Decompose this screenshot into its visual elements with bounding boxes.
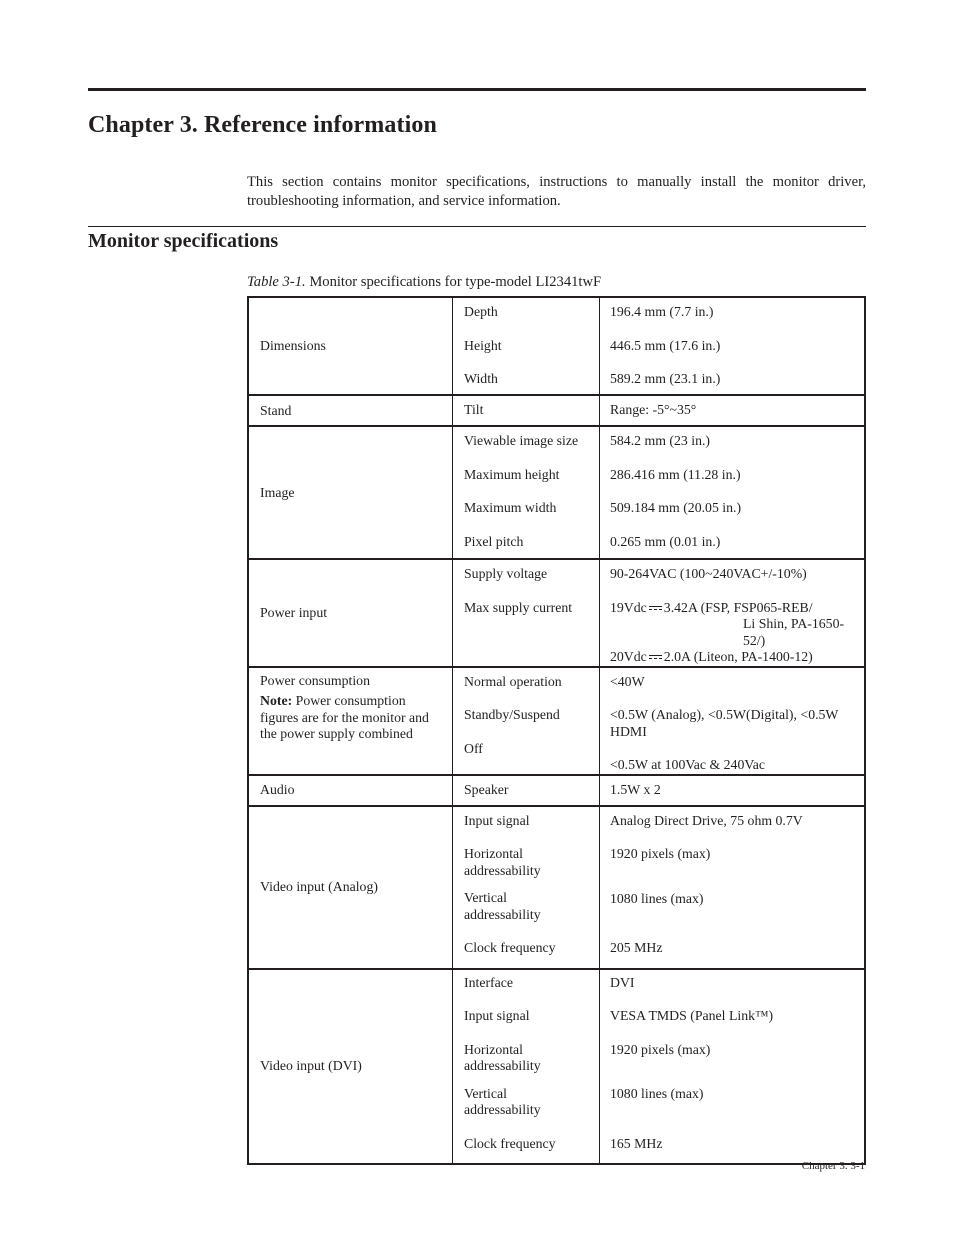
- row-category: Power input: [248, 559, 453, 667]
- value-text: 90-264VAC (100~240VAC+/-10%): [610, 566, 807, 581]
- param-cell: [453, 559, 600, 667]
- value-text: 19Vdc: [610, 599, 647, 615]
- value-text: 0.265 mm (0.01 in.): [610, 533, 721, 549]
- value-text: 584.2 mm (23 in.): [610, 433, 711, 448]
- param-cell: [453, 395, 600, 426]
- param-label: addressability: [464, 906, 541, 922]
- value-text: [610, 649, 864, 666]
- value-text: 20Vdc: [610, 649, 647, 664]
- section-rule: [88, 226, 866, 227]
- param-cell: [453, 667, 600, 775]
- spec-table: [247, 296, 866, 1165]
- value-text: 1.5W x 2: [610, 781, 661, 797]
- param-label: Vertical: [464, 890, 507, 905]
- value-text: 1080 lines (max): [610, 890, 704, 906]
- row-category-label: Power consumption: [260, 672, 370, 688]
- param-label: Horizontal: [464, 1041, 524, 1057]
- param-label: Height: [464, 337, 502, 353]
- note-text: [260, 693, 442, 743]
- table-row: [248, 395, 865, 426]
- value-text: 1920 pixels (max): [610, 1041, 711, 1057]
- value-cell: [600, 426, 866, 559]
- param-label: Supply voltage: [464, 566, 548, 581]
- table-row: [248, 426, 865, 559]
- value-text: Range: -5°~35°: [610, 402, 697, 418]
- dc-symbol-icon: [649, 654, 662, 661]
- param-label: Tilt: [464, 402, 484, 418]
- table-row: [248, 297, 865, 395]
- param-label: Pixel pitch: [464, 533, 524, 549]
- row-category: Stand: [248, 395, 453, 426]
- table-row: [248, 775, 865, 806]
- param-label: Clock frequency: [464, 940, 556, 955]
- chapter-title: Chapter 3. Reference information: [88, 112, 437, 138]
- value-text: Li Shin, PA-1650-52/): [743, 616, 845, 648]
- value-text: 286.416 mm (11.28 in.): [610, 466, 741, 482]
- value-cell: [600, 775, 866, 806]
- value-text: <40W: [610, 673, 645, 689]
- intro-paragraph: This section contains monitor specifications, instructions to manually install the monitor driver, troubleshooting information, and service information.: [247, 174, 866, 209]
- param-label: Input signal: [464, 1008, 530, 1023]
- value-text: 589.2 mm (23.1 in.): [610, 371, 721, 386]
- value-text: 1080 lines (max): [610, 1086, 704, 1101]
- value-cell: [600, 297, 866, 395]
- value-text: DVI: [610, 974, 635, 990]
- value-text: 165 MHz: [610, 1135, 663, 1151]
- value-text: 2.0A (Liteon, PA-1400-12): [663, 649, 813, 664]
- param-label: Clock frequency: [464, 1135, 556, 1151]
- value-text: [610, 600, 864, 617]
- value-text: 205 MHz: [610, 940, 663, 955]
- param-label: Normal operation: [464, 673, 562, 689]
- param-cell: [453, 426, 600, 559]
- table-row: [248, 969, 865, 1164]
- value-cell: [600, 806, 866, 969]
- value-text: VESA TMDS (Panel Link™): [610, 1008, 774, 1023]
- param-cell: [453, 775, 600, 806]
- value-cell: [600, 969, 866, 1164]
- param-cell: [453, 969, 600, 1164]
- param-label: Viewable image size: [464, 433, 579, 448]
- param-label: Depth: [464, 304, 498, 319]
- value-text: 3.42A (FSP, FSP065-REB/: [663, 599, 813, 615]
- param-label: Speaker: [464, 781, 509, 797]
- note-label: Note:: [260, 693, 293, 708]
- value-text: <0.5W (Analog), <0.5W(Digital), <0.5W HDMI: [610, 707, 839, 739]
- section-title: Monitor specifications: [88, 230, 279, 252]
- value-text: 196.4 mm (7.7 in.): [610, 304, 714, 319]
- param-label: addressability: [464, 1102, 541, 1117]
- row-category: Image: [248, 426, 453, 559]
- param-label: Input signal: [464, 812, 530, 828]
- table-row: [248, 559, 865, 667]
- value-text: Analog Direct Drive, 75 ohm 0.7V: [610, 812, 803, 828]
- table-caption-text: Monitor specifications for type-model LI2341twF: [309, 274, 602, 290]
- param-label: addressability: [464, 1058, 541, 1073]
- value-text: 1920 pixels (max): [610, 846, 711, 861]
- value-cell: [600, 559, 866, 667]
- row-category: [248, 667, 453, 775]
- param-cell: [453, 806, 600, 969]
- param-label: Maximum width: [464, 500, 557, 515]
- param-cell: [453, 297, 600, 395]
- dc-symbol-icon: [649, 605, 662, 612]
- param-label: Horizontal: [464, 846, 524, 861]
- value-text: <0.5W at 100Vac & 240Vac: [610, 757, 766, 772]
- param-label: Off: [464, 740, 483, 756]
- value-cell: [600, 667, 866, 775]
- row-category: Video input (DVI): [248, 969, 453, 1164]
- param-label: Vertical: [464, 1085, 507, 1101]
- table-caption: [247, 274, 601, 291]
- value-cell: [600, 395, 866, 426]
- page-footer: Chapter 3. 3-1: [801, 1160, 865, 1172]
- param-label: Standby/Suspend: [464, 707, 560, 722]
- param-label: Interface: [464, 974, 514, 990]
- row-category: Video input (Analog): [248, 806, 453, 969]
- row-category: Audio: [248, 775, 453, 806]
- top-rule: [88, 88, 866, 91]
- table-caption-label: Table 3-1.: [247, 274, 306, 290]
- param-label: addressability: [464, 862, 541, 878]
- table-row: [248, 806, 865, 969]
- param-label: Max supply current: [464, 599, 573, 615]
- param-label: Maximum height: [464, 466, 560, 482]
- table-row: [248, 667, 865, 775]
- value-text: 446.5 mm (17.6 in.): [610, 337, 721, 353]
- note-body: Power consumption figures are for the monitor and the power supply combined: [260, 693, 429, 741]
- param-label: Width: [464, 371, 498, 386]
- value-text: 509.184 mm (20.05 in.): [610, 500, 742, 515]
- row-category: Dimensions: [248, 297, 453, 395]
